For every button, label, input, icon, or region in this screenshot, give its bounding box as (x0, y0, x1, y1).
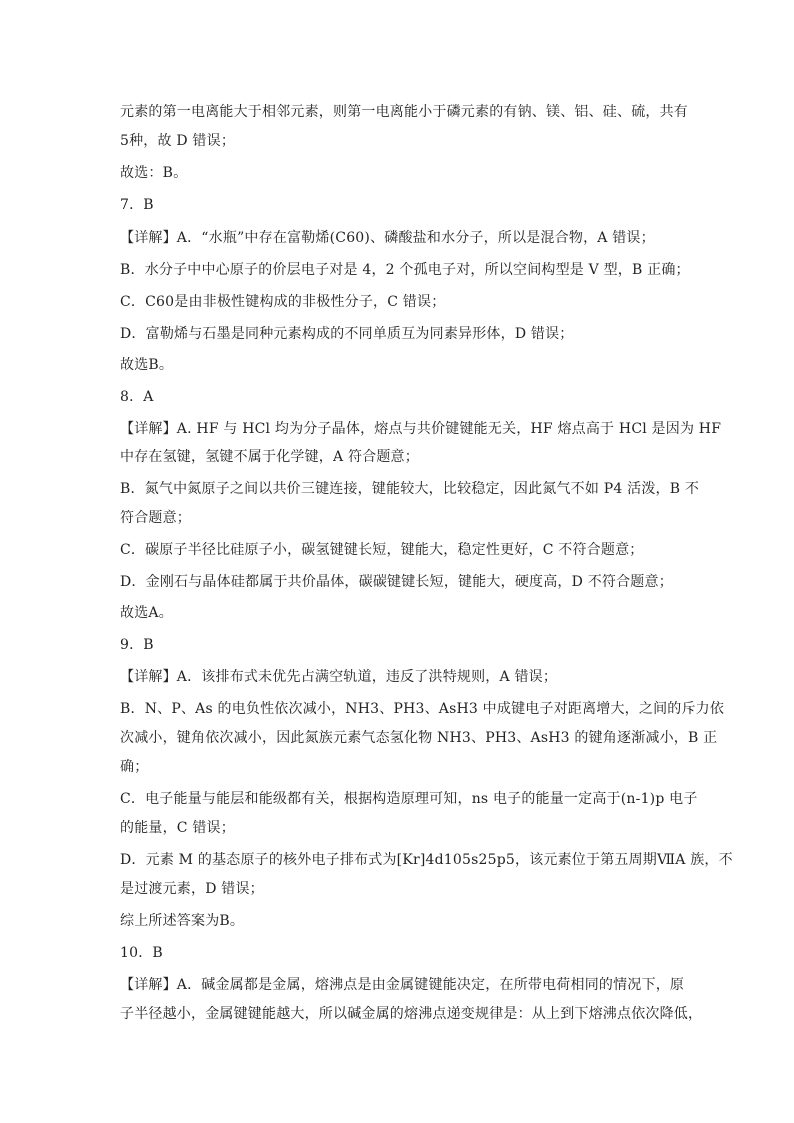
text-line: D．富勒烯与石墨是同种元素构成的不同单质互为同素异形体，D 错误； (120, 326, 574, 342)
text-line: 确； (120, 759, 149, 775)
text-line: 故选A。 (120, 605, 173, 621)
question-number: 9．B (120, 637, 154, 653)
text-line: 是过渡元素，D 错误； (120, 881, 264, 897)
text-line: B．氮气中氮原子之间以共价三键连接，键能较大，比较稳定，因此氮气不如 P4 活泼，B 不 (120, 481, 700, 497)
text-line: B．水分子中中心原子的价层电子对是 4，2 个孤电子对，所以空间构型是 V 型，B 正确； (120, 262, 690, 278)
text-line: 次减小，键角依次减小，因此氮族元素气态氢化物 NH3、PH3、AsH3 的键角逐渐减小，B 正 (120, 730, 718, 746)
text-line: D．元素 M 的基态原子的核外电子排布式为[Kr]4d105s25p5，该元素位于第五周期ⅦA 族，不 (120, 852, 733, 868)
text-line: 符合题意； (120, 510, 191, 526)
text-line: 5种，故 D 错误； (120, 133, 236, 149)
text-line: C．电子能量与能层和能级都有关，根据构造原理可知，ns 电子的能量一定高于(n-1)p 电子 (120, 791, 698, 807)
text-line: 故选：B。 (120, 165, 188, 181)
text-line: 综上所述答案为B。 (120, 913, 245, 929)
text-line: D．金刚石与晶体硅都属于共价晶体，碳碳键键长短，键能大，硬度高，D 不符合题意； (120, 574, 673, 590)
text-line: 故选B。 (120, 357, 174, 373)
text-line: 【详解】A. HF 与 HCl 均为分子晶体，熔点与共价键键能无关，HF 熔点高于 HCl 是因为 HF (120, 421, 722, 437)
text-line: 的能量，C 错误； (120, 820, 235, 836)
text-line: 中存在氢键，氢键不属于化学键，A 符合题意； (120, 449, 419, 465)
question-number: 7．B (120, 197, 154, 213)
text-line: 【详解】A．“水瓶”中存在富勒烯(C60)、磷酸盐和水分子，所以是混合物，A 错误； (120, 230, 655, 246)
text-line: B．N、P、As 的电负性依次减小，NH3、PH3、AsH3 中成键电子对距离增大，之间的斥力依 (120, 701, 725, 717)
question-number: 10．B (120, 945, 163, 961)
text-line: 【详解】A．碱金属都是金属，熔沸点是由金属键键能决定，在所带电荷相同的情况下，原 (120, 977, 685, 993)
text-line: 【详解】A．该排布式未优先占满空轨道，违反了洪特规则，A 错误； (120, 669, 558, 685)
text-line: C．碳原子半径比硅原子小，碳氢键键长短，键能大，稳定性更好，C 不符合题意； (120, 542, 644, 558)
text-line: C．C60是由非极性键构成的非极性分子，C 错误； (120, 294, 446, 310)
text-line: 子半径越小，金属键键能越大，所以碱金属的熔沸点递变规律是：从上到下熔沸点依次降低， (120, 1006, 703, 1022)
question-number: 8．A (120, 389, 154, 405)
text-line: 元素的第一电离能大于相邻元素，则第一电离能小于磷元素的有钠、镁、铝、硅、硫，共有 (120, 104, 688, 120)
